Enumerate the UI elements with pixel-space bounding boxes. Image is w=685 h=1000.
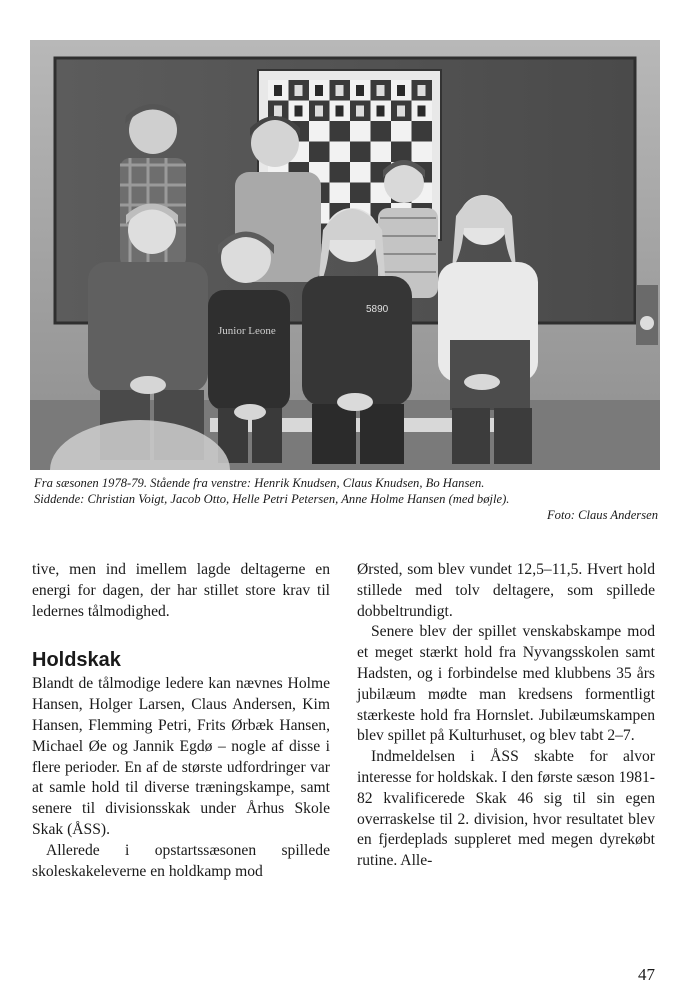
chess-piece <box>315 106 323 117</box>
chess-square <box>391 142 412 163</box>
chess-piece <box>377 85 385 96</box>
caption-line-2: Siddende: Christian Voigt, Jacob Otto, Helle Petri Petersen, Anne Holme Hansen (med bøjle). <box>34 492 510 506</box>
chess-square <box>412 142 433 163</box>
photo-credit: Foto: Claus Andersen <box>546 508 658 522</box>
chess-piece <box>418 106 426 117</box>
chess-square <box>391 121 412 142</box>
chess-piece <box>336 85 344 96</box>
chess-square <box>330 121 351 142</box>
paragraph: tive, men ind imellem lagde deltagerne en energi for dagen, der har stillet store krav til ledernes tålmodighed. <box>32 561 330 620</box>
chess-square <box>330 183 351 204</box>
chess-piece <box>377 106 385 117</box>
chess-square <box>330 142 351 163</box>
group-photo-illustration <box>30 40 660 470</box>
paragraph: Blandt de tålmodige ledere kan nævnes Holme Hansen, Holger Larsen, Claus Andersen, Kim Hansen, Flemming Petri, Frits Ørbæk Hansen, Michael Øe og Jannik Egdø – nogle af disse i flere perioder. En af de største udfordringer var at samle hold til diverse træningskampe, samt senere til divisionsskak under Århus Skole Skak (ÅSS). <box>32 675 330 838</box>
chess-square <box>371 121 392 142</box>
chess-piece <box>356 106 364 117</box>
chess-piece <box>356 85 364 96</box>
chess-square <box>412 121 433 142</box>
chess-piece <box>315 85 323 96</box>
chess-piece <box>418 85 426 96</box>
left-column <box>32 560 330 882</box>
right-column <box>357 560 655 872</box>
photo-caption <box>34 475 658 523</box>
chess-square <box>309 121 330 142</box>
chess-piece <box>274 85 282 96</box>
photo <box>30 40 660 470</box>
chess-piece <box>397 85 405 96</box>
shirt-print: Junior Leone <box>218 325 276 337</box>
jersey-number: 5890 <box>366 304 389 315</box>
paragraph: Ørsted, som blev vundet 12,5–11,5. Hvert hold stillede med tolv deltagere, som spillede dobbeltrundigt. <box>357 561 655 620</box>
chess-piece <box>397 106 405 117</box>
chess-piece <box>274 106 282 117</box>
chess-piece <box>295 106 303 117</box>
chess-square <box>350 142 371 163</box>
chess-square <box>309 142 330 163</box>
chess-piece <box>295 85 303 96</box>
chess-piece <box>336 106 344 117</box>
section-heading: Holdskak <box>32 649 121 672</box>
wall-fixture-knob <box>640 316 654 330</box>
paragraph: Indmeldelsen i ÅSS skabte for alvor interesse for holdskak. I den første sæson 1981-82 kvalificerede Skak 46 sig til sin egen overraskelse til 2. division, hvor resultatet blev en fjerdeplads suppleret med megen dyrekøbt rutine. Alle- <box>357 748 655 870</box>
chess-square <box>330 162 351 183</box>
page-number: 47 <box>638 965 655 984</box>
chess-square <box>350 121 371 142</box>
chess-square <box>371 142 392 163</box>
chess-square <box>350 162 371 183</box>
paragraph: Allerede i opstartssæsonen spillede skoleskakeleverne en holdkamp mod <box>32 841 330 880</box>
chess-square <box>350 183 371 204</box>
caption-line-1: Fra sæsonen 1978-79. Stående fra venstre: Henrik Knudsen, Claus Knudsen, Bo Hansen. <box>34 476 485 490</box>
paragraph: Senere blev der spillet venskabskampe mod et meget stærkt hold fra Nyvangsskolen samt Hadsten, og i forbindelse med klubbens 35 års jubilæum mødte man kredsens formentligt stærkeste hold fra Hornslet. Jubilæumskampen blev spillet på Kulturhuset, og blev tabt 2–7. <box>357 623 655 745</box>
wall-fixture <box>636 285 658 345</box>
